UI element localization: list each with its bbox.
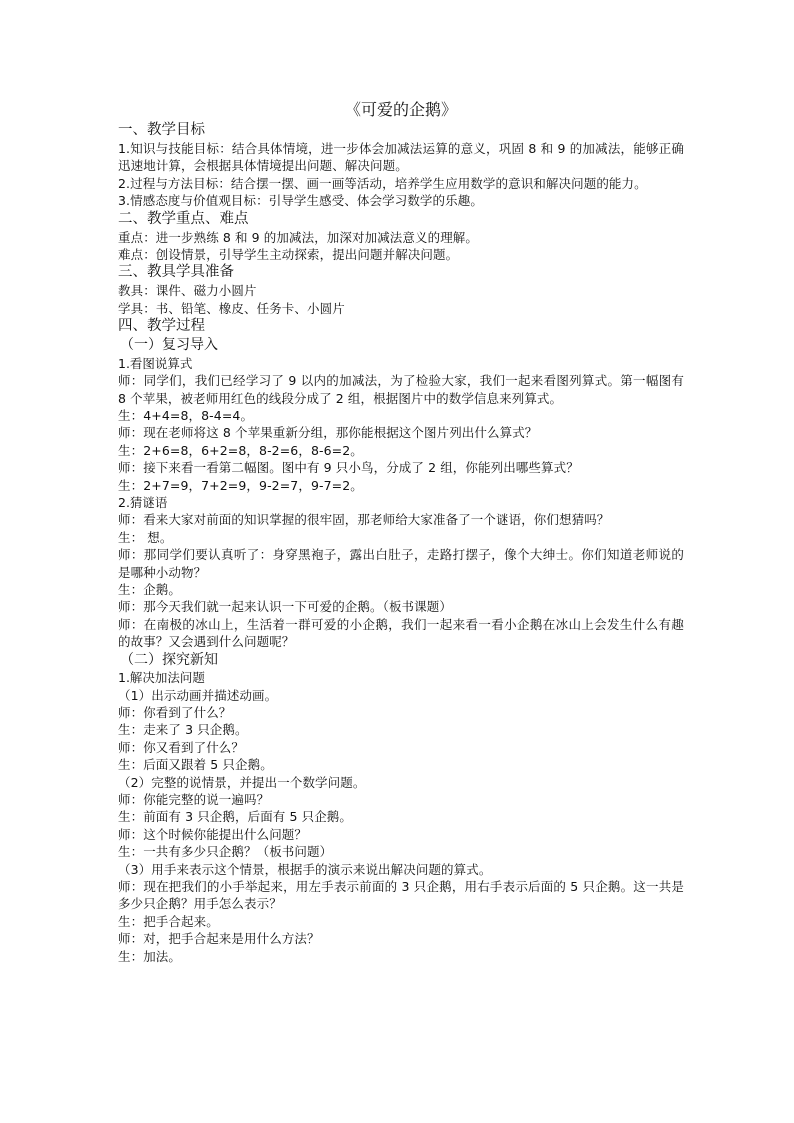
paragraph: 生：4+4=8，8-4=4。 <box>118 407 254 423</box>
paragraph: 生：前面有 3 只企鹅，后面有 5 只企鹅。 <box>118 809 352 825</box>
paragraph: 师：你看到了什么？ <box>118 704 232 720</box>
item-heading: 2.猜谜语 <box>118 495 168 510</box>
paragraph: （2）完整的说情景，并提出一个数学问题。 <box>118 774 366 790</box>
paragraph: 生：加法。 <box>118 948 182 964</box>
paragraph: 师：你又看到了什么？ <box>118 739 245 755</box>
paragraph: 教具：课件、磁力小圆片 <box>118 283 257 299</box>
item-heading: 1.看图说算式 <box>118 355 193 371</box>
document-page <box>118 100 684 965</box>
paragraph: 2.过程与方法目标：结合摆一摆、画一画等活动，培养学生应用数学的意识和解决问题的能力。 <box>118 175 647 191</box>
paragraph: 师：这个时候你能提出什么问题？ <box>118 826 308 842</box>
paragraph: 师：在南极的冰山上，生活着一群可爱的小企鹅，我们一起来看一看小企鹅在冰山上会发生什么有趣的故事？又会遇到什么问题呢？ <box>118 616 684 650</box>
paragraph: 生：企鹅。 <box>118 582 182 598</box>
paragraph: 师：那今天我们就一起来认识一下可爱的企鹅。（板书课题） <box>118 599 452 615</box>
paragraph: 生：一共有多少只企鹅？（板书问题） <box>118 844 333 860</box>
paragraph: 生：把手合起来。 <box>118 913 219 929</box>
subsection-heading: （一）复习导入 <box>120 337 218 354</box>
paragraph: 师：看来大家对前面的知识掌握的很牢固，那老师给大家准备了一个谜语，你们想猜吗？ <box>118 512 610 528</box>
document-body <box>118 121 684 965</box>
paragraph: 生：2+7=9，7+2=9，9-2=7，9-7=2。 <box>118 477 363 493</box>
paragraph: 3.情感态度与价值观目标：引导学生感受、体会学习数学的乐趣。 <box>118 193 483 209</box>
paragraph: 师：对，把手合起来是用什么方法？ <box>118 931 320 947</box>
paragraph: 师：那同学们要认真听了：身穿黑袍子，露出白肚子，走路打摆子，像个大绅士。你们知道老师说的是哪种小动物？ <box>118 547 684 580</box>
paragraph: 生：后面又跟着 5 只企鹅。 <box>118 757 273 773</box>
paragraph: 1.知识与技能目标：结合具体情境，进一步体会加减法运算的意义，巩固 8 和 9 的加减法，能够正确迅速地计算，会根据具体情境提出问题、解决问题。 <box>118 141 684 174</box>
paragraph: 难点：创设情景，引导学生主动探索，提出问题并解决问题。 <box>118 247 459 263</box>
document-title: 《可爱的企鹅》 <box>344 100 457 119</box>
section-heading: 二、教学重点、难点 <box>118 210 249 227</box>
subsection-heading: （二）探究新知 <box>120 651 218 668</box>
paragraph: 师：同学们，我们已经学习了 9 以内的加减法，为了检验大家，我们一起来看图列算式。第一幅图有 8 个苹果，被老师用红色的线段分成了 2 组，根据图片中的数学信息来列算式。 <box>118 373 684 406</box>
paragraph: 生：2+6=8，6+2=8，8-2=6，8-6=2。 <box>118 442 363 458</box>
section-heading: 三、教具学具准备 <box>118 264 234 281</box>
paragraph: 生：走来了 3 只企鹅。 <box>118 722 248 738</box>
section-heading: 一、教学目标 <box>118 122 205 138</box>
paragraph: 生： 想。 <box>118 529 173 545</box>
paragraph: （1）出示动画并描述动画。 <box>118 687 278 703</box>
paragraph: 重点：进一步熟练 8 和 9 的加减法，加深对加减法意义的理解。 <box>118 229 479 245</box>
paragraph: 学具：书、铅笔、橡皮、任务卡、小圆片 <box>118 300 345 316</box>
paragraph: 师：你能完整的说一遍吗？ <box>118 792 270 807</box>
paragraph: 师：现在把我们的小手举起来，用左手表示前面的 3 只企鹅，用右手表示后面的 5 只企鹅。这一共是多少只企鹅？用手怎么表示？ <box>118 879 684 912</box>
item-heading: 1.解决加法问题 <box>118 670 205 686</box>
paragraph: 师：现在老师将这 8 个苹果重新分组，那你能根据这个图片列出什么算式？ <box>118 425 538 441</box>
paragraph: （3）用手来表示这个情景，根据手的演示来说出解决问题的算式。 <box>118 861 492 877</box>
section-heading: 四、教学过程 <box>118 318 205 335</box>
paragraph: 师：接下来看一看第二幅图。图中有 9 只小鸟，分成了 2 组，你能列出哪些算式？ <box>118 460 579 476</box>
